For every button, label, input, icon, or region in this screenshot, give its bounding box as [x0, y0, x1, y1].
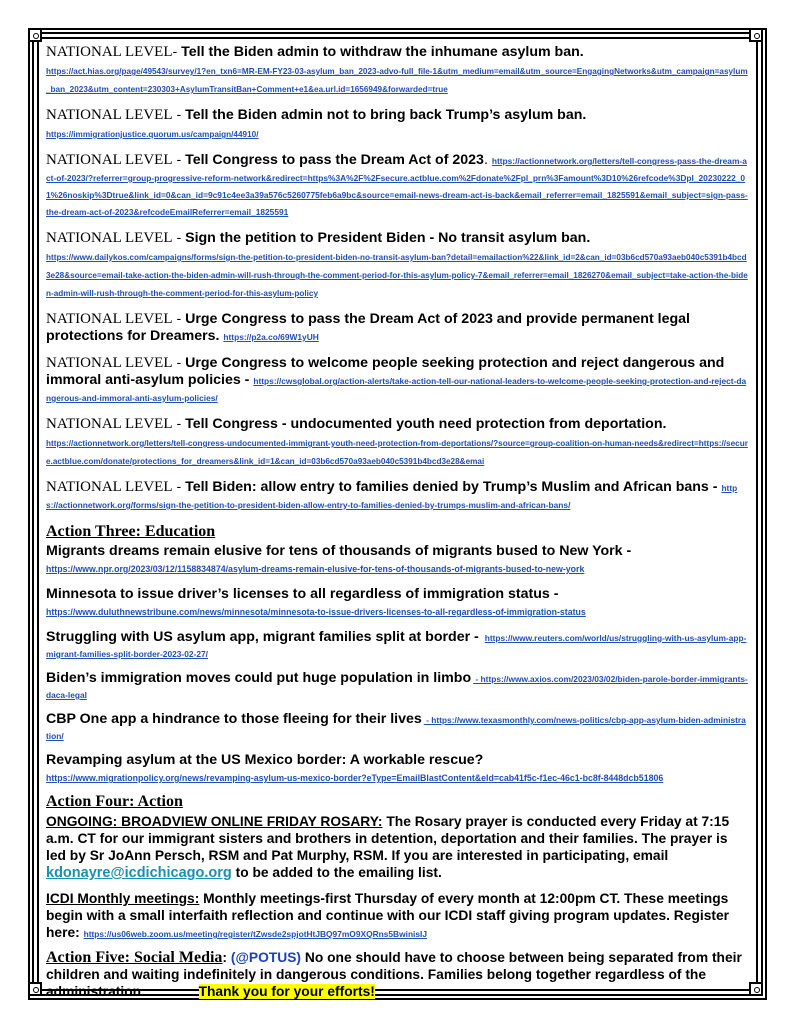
story-title: [46, 752, 748, 768]
period: .: [483, 152, 492, 168]
story-link[interactable]: https://www.reuters.com/world/us/struggling-with-us-asylum-app-migrant-families-split-border-2023-02-27/: [46, 633, 747, 659]
rosary-paragraph: [46, 813, 748, 882]
icdi-paragraph: [46, 890, 748, 941]
level-label: NATIONAL LEVEL: [46, 44, 173, 60]
story-title: [46, 629, 748, 661]
national-action-item: [46, 152, 748, 220]
action-link[interactable]: https://actionnetwork.org/letters/tell-congress-pass-the-dream-act-of-2023/?referrer=group-progressive-reform-network&redirect=https%3A%2F%2Fsecure.actblue.com%2Fdonate%2Fpl_prn%3Famount%3D10%26refcode%3Dpl_20230222_01%26noskip%3Dtrue&link_id=0&can_id=9c91c4ee3a39a576c5260775feb6a9bc&source=email-news-dream-act-is-back&email_referrer=email_1825591&email_subject=sign-pass-the-dream-act-of-2023&refcodeEmailReferrer=email_1825591: [46, 156, 748, 217]
corner-ornament: [749, 28, 763, 42]
story-title-text: Minnesota to issue driver’s licenses to all regardless of immigration status -: [46, 586, 559, 602]
thanks-highlight: Thank you for your efforts!: [198, 984, 375, 999]
social-media-heading: Action Five: Social Media: [46, 949, 223, 966]
icdi-text: Monthly meetings-first Thursday of every month at 12:00pm CT. These meetings begin with a small interfaith reflection and continue with our ICDI staff giving program updates. Register here:: [46, 891, 730, 940]
news-story: [46, 543, 748, 577]
story-title: [46, 711, 748, 743]
national-action-item: [46, 230, 748, 301]
action-title: Sign the petition to President Biden - No transit asylum ban.: [185, 230, 591, 246]
action-link[interactable]: https://immigrationjustice.quorum.us/campaign/44910/: [46, 130, 259, 139]
story-title: [46, 670, 748, 702]
story-link[interactable]: - https://www.axios.com/2023/03/02/biden-parole-border-immigrants-daca-legal: [46, 674, 748, 700]
national-action-item: [46, 44, 748, 97]
news-story: [46, 711, 748, 743]
separator: -: [172, 311, 186, 327]
action-headline: [46, 44, 748, 61]
story-link[interactable]: - https://www.texasmonthly.com/news-politics/cbp-app-asylum-biden-administration/: [46, 715, 746, 741]
education-stories: [46, 543, 748, 786]
national-action-item: [46, 311, 748, 345]
action-link[interactable]: https://p2a.co/69W1yUH: [223, 332, 319, 342]
action-title: Tell Congress - undocumented youth need protection from deportation.: [185, 416, 667, 432]
separator: -: [172, 107, 186, 123]
action-headline: [46, 311, 748, 345]
story-title-text: CBP One app a hindrance to those fleeing for their lives: [46, 711, 422, 727]
story-title: [46, 543, 748, 559]
document-body: [46, 44, 748, 999]
corner-ornament: [28, 982, 42, 996]
story-title: [46, 586, 748, 602]
story-link[interactable]: https://www.migrationpolicy.org/news/revamping-asylum-us-mexico-border?eType=EmailBlastContent&eId=cab41f5c-f1ec-46c1-bc8f-8448dcb51806: [46, 773, 664, 783]
icdi-heading: ICDI Monthly meetings:: [46, 891, 200, 906]
email-link[interactable]: kdonayre@icdichicago.org: [46, 865, 232, 881]
story-title-text: Struggling with US asylum app, migrant families split at border -: [46, 629, 483, 645]
national-action-item: [46, 416, 748, 469]
news-story: [46, 586, 748, 620]
national-action-item: [46, 479, 748, 513]
action-headline: [46, 355, 748, 406]
separator: -: [172, 355, 186, 371]
separator: -: [172, 479, 186, 495]
national-action-item: [46, 355, 748, 406]
rosary-text: The Rosary prayer is conducted every Friday at 7:15 a.m. CT for our immigrant sisters and brothers in detention, deportation and their families. The prayer is led by Sr JoAnn Persch, RSM and Pat Murphy, RSM. If you are interested in participating, email: [46, 814, 730, 863]
action-link[interactable]: https://actionnetwork.org/forms/sign-the-petition-to-president-biden-allow-entry-to-families-denied-by-trumps-muslim-and-african-bans/: [46, 483, 738, 510]
separator: -: [172, 152, 186, 168]
corner-ornament: [28, 28, 42, 42]
level-label: NATIONAL LEVEL: [46, 311, 173, 327]
action-link[interactable]: https://actionnetwork.org/letters/tell-congress-undocumented-immigrant-youth-need-protection-from-deportations/?source=group-coalition-on-human-needs&redirect=https://secure.actblue.com/donate/protections_for_dreamers&link_id=1&can_id=03b6cd570a93aeb040c5391b4bcd3e28&emai: [46, 439, 748, 466]
level-label: NATIONAL LEVEL: [46, 152, 173, 168]
news-story: [46, 629, 748, 661]
action-title: Tell the Biden admin to withdraw the inhumane asylum ban.: [181, 44, 584, 60]
section-heading-education: Action Three: Education: [46, 523, 216, 540]
action-headline: [46, 479, 748, 513]
social-colon: :: [222, 950, 231, 965]
action-link[interactable]: https://act.hias.org/page/49543/survey/1?en_txn6=MR-EM-FY23-03-asylum_ban_2023-advo-full_file-1&utm_medium=email&utm_source=EngagingNetworks&utm_campaign=asylum_ban_2023&utm_content=230303+AsylumTransitBan+Comment+e1&ea.url.id=1656949&forwarded=true: [46, 67, 748, 94]
national-actions: [46, 44, 748, 513]
action-title: Urge Congress to pass the Dream Act of 2023 and provide permanent legal protections for Dreamers.: [46, 311, 690, 344]
level-label: NATIONAL LEVEL: [46, 355, 173, 371]
corner-ornament: [749, 982, 763, 996]
action-headline: [46, 107, 748, 124]
level-label: NATIONAL LEVEL: [46, 107, 173, 123]
rosary-heading: ONGOING: BROADVIEW ONLINE FRIDAY ROSARY:: [46, 814, 383, 829]
action-title: Tell the Biden admin not to bring back Trump’s asylum ban.: [185, 107, 587, 123]
social-media-paragraph: [46, 949, 748, 1000]
separator: -: [172, 44, 182, 60]
news-story: [46, 752, 748, 786]
rosary-text-end: to be added to the emailing list.: [231, 865, 442, 880]
action-headline: [46, 230, 748, 247]
action-title: Tell Biden: allow entry to families denied by Trump’s Muslim and African bans -: [185, 479, 722, 495]
national-action-item: [46, 107, 748, 142]
social-text: No one should have to choose between being separated from their children and waiting indefinitely in dangerous conditions. Families belong together regardless of the administration.: [46, 950, 742, 999]
news-story: [46, 670, 748, 702]
level-label: NATIONAL LEVEL: [46, 230, 173, 246]
story-link[interactable]: https://www.duluthnewstribune.com/news/minnesota/minnesota-to-issue-drivers-licenses-to-all-regardless-of-immigration-status: [46, 607, 586, 617]
action-title: Urge Congress to welcome people seeking protection and reject dangerous and immoral anti-asylum policies -: [46, 355, 725, 388]
separator: -: [172, 416, 186, 432]
action-headline: [46, 416, 748, 433]
icdi-register-link[interactable]: https://us06web.zoom.us/meeting/register/tZwsde2spjotHtJBQ97mO9XQRns5BwinisIJ: [83, 929, 428, 939]
action-title: Tell Congress to pass the Dream Act of 2023: [185, 152, 484, 168]
level-label: NATIONAL LEVEL: [46, 479, 173, 495]
action-link[interactable]: https://www.dailykos.com/campaigns/forms/sign-the-petition-to-president-biden-no-transit-asylum-ban?detail=emailaction%22&link_id=2&can_id=03b6cd570a93aeb040c5391b4bcd3e28&source=email-take-action-the-biden-admin-will-rush-through-the-comment-period-for-this-asylum-policy-7&email_referrer=email_1826270&email_subject=take-action-the-biden-admin-will-rush-through-the-comment-period-for-this-asylum-policy: [46, 253, 748, 298]
story-title-text: Biden’s immigration moves could put huge population in limbo: [46, 670, 472, 686]
separator: -: [172, 230, 186, 246]
story-title-text: Revamping asylum at the US Mexico border: A workable rescue?: [46, 752, 484, 768]
level-label: NATIONAL LEVEL: [46, 416, 173, 432]
story-link[interactable]: https://www.npr.org/2023/03/12/1158834874/asylum-dreams-remain-elusive-for-tens-of-thousands-of-migrants-bused-to-new-york: [46, 564, 585, 574]
section-heading-action: Action Four: Action: [46, 793, 183, 810]
action-headline: [46, 152, 748, 220]
action-link[interactable]: https://cwsglobal.org/action-alerts/take-action-tell-our-national-leaders-to-welcome-people-seeking-protection-and-reject-dangerous-and-immoral-anti-asylum-policies/: [46, 376, 747, 403]
potus-handle: (@POTUS): [230, 950, 302, 965]
story-title-text: Migrants dreams remain elusive for tens of thousands of migrants bused to New York -: [46, 543, 632, 559]
